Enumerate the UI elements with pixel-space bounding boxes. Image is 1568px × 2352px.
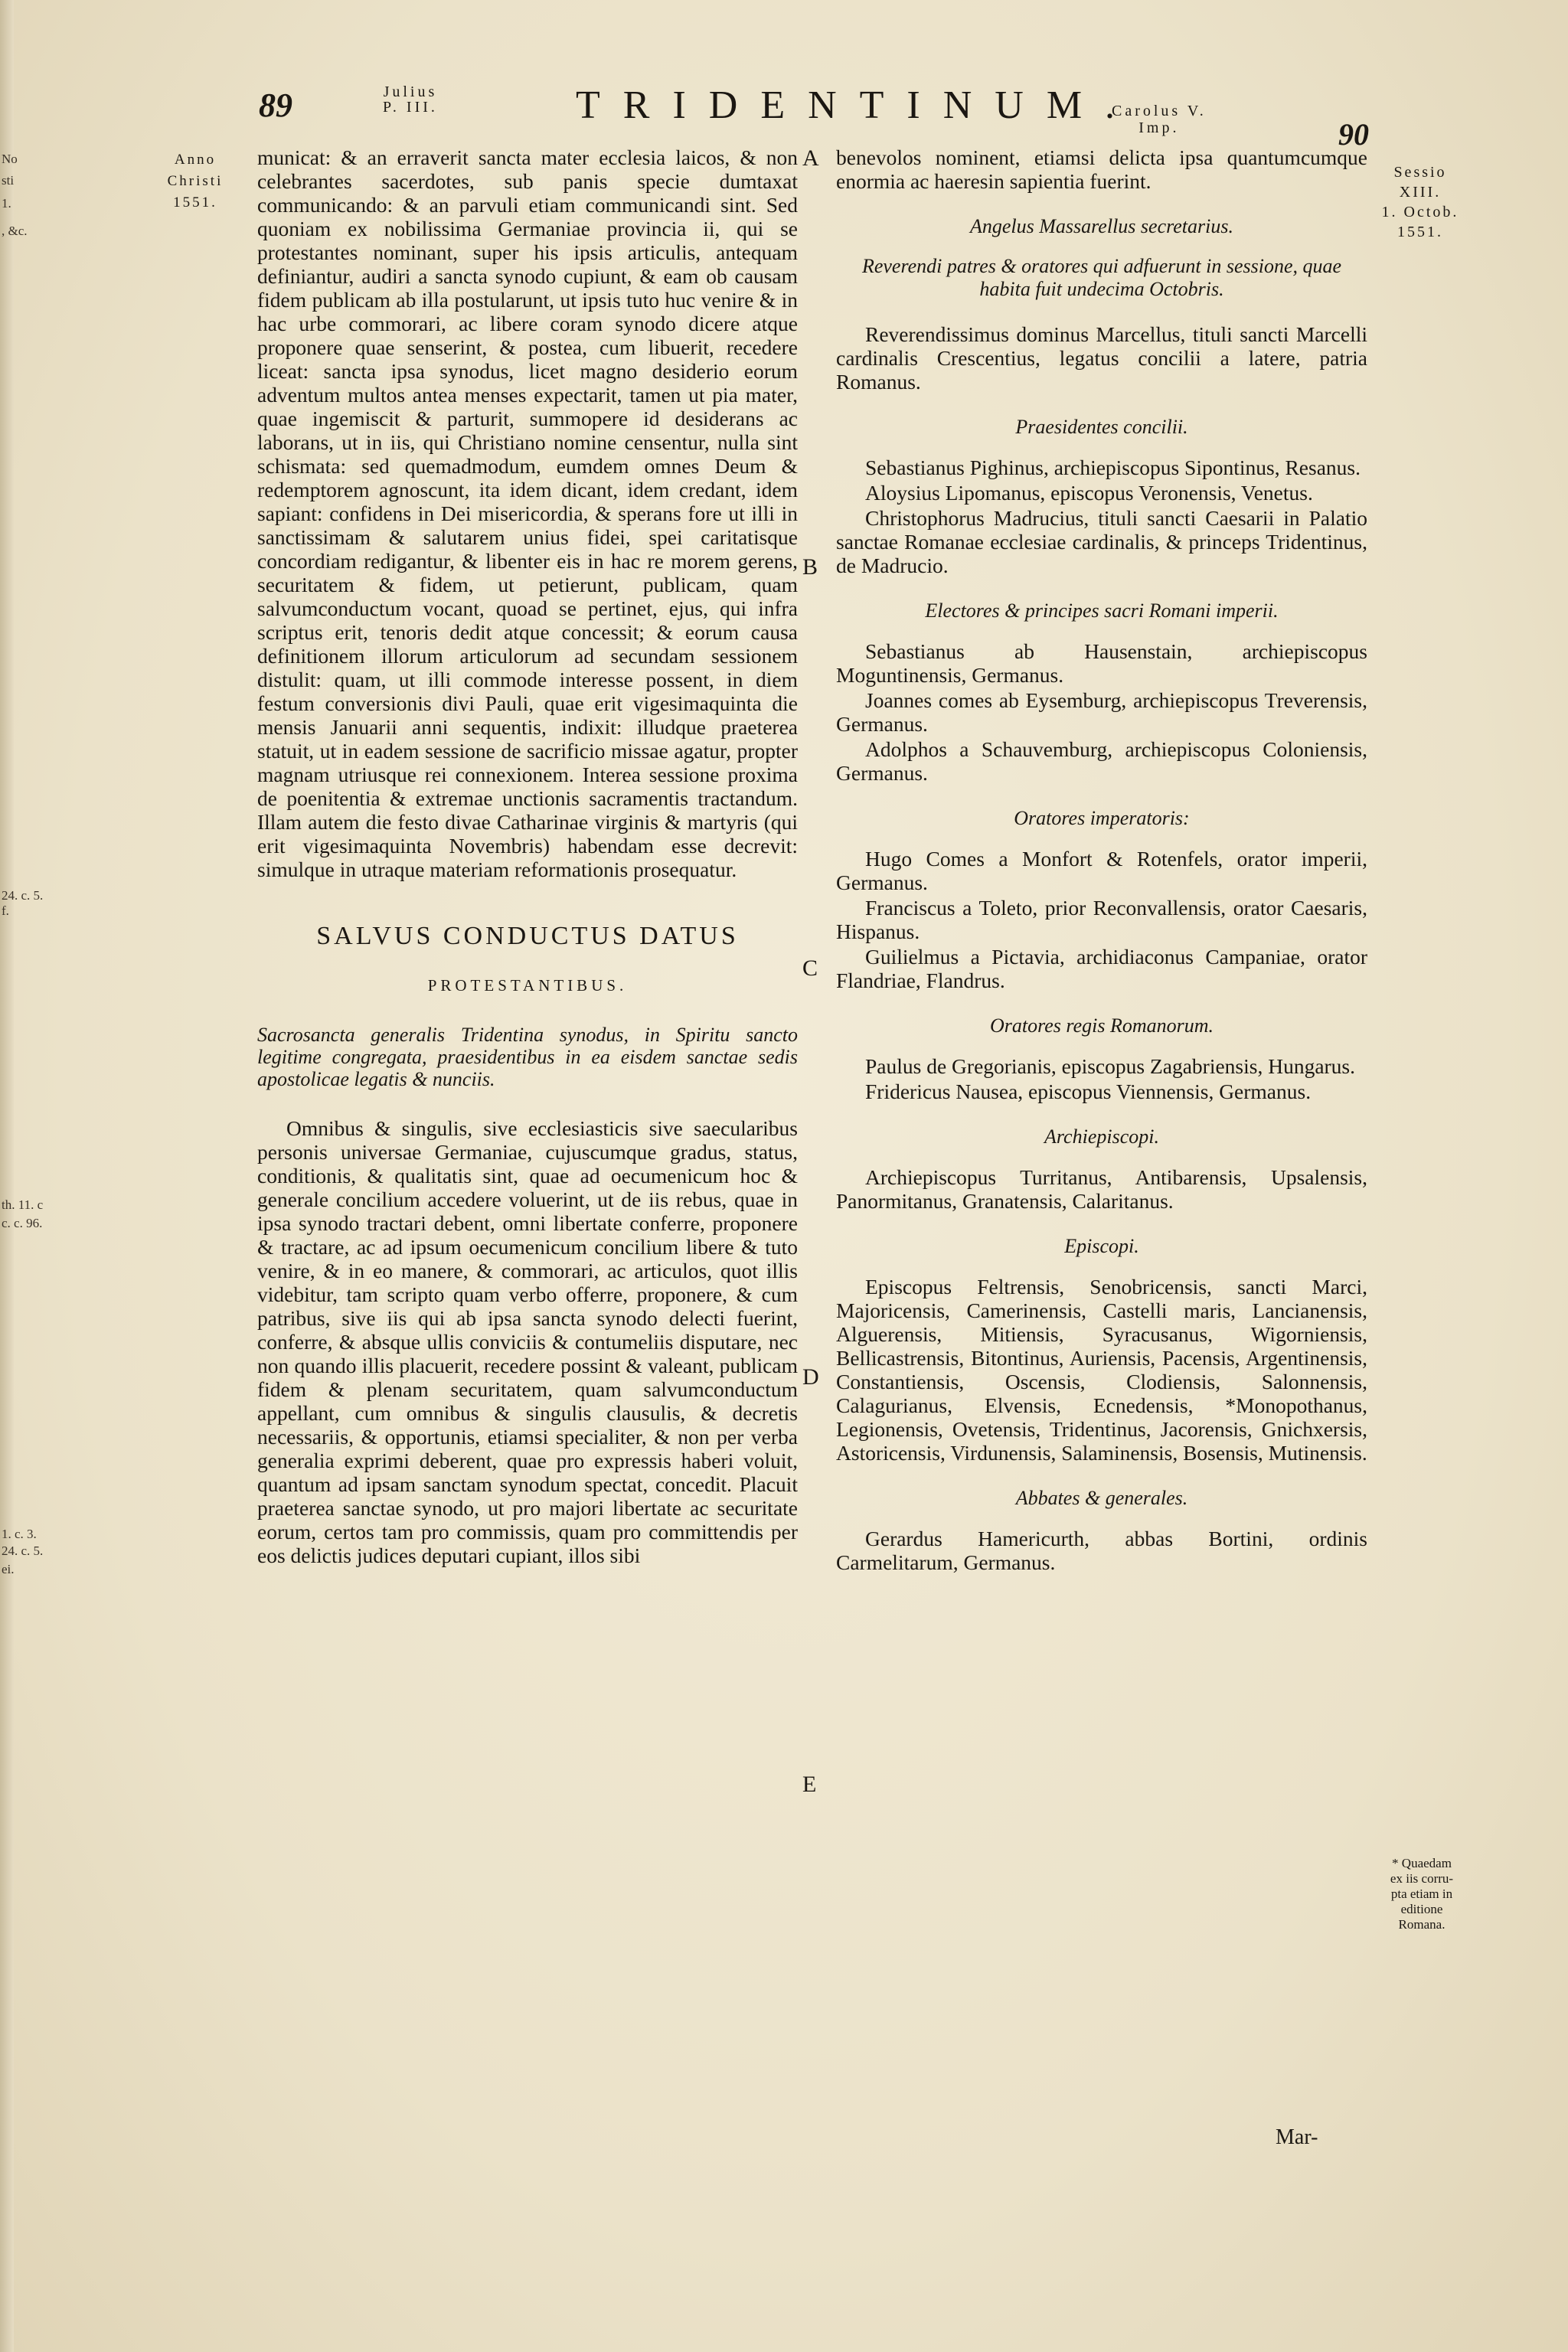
header-emperor-name: Carolus V. [1112,103,1207,119]
margin-anno-christi [153,149,237,214]
heading-abbates: Abbates & generales. [1015,1487,1188,1509]
heading-electores: Electores & principes sacri Romani imperii. [925,599,1279,622]
heading-oratores-regis: Oratores regis Romanorum. [989,1014,1214,1037]
list-electores [836,639,1367,785]
margin-footnote [1370,1856,1473,1932]
left-paragraph-2: Omnibus & singulis, sive ecclesiasticis sive saecularibus personis universae Germaniae, cujuscumque gradus, status, conditionis, & qualitatis sint, quae ad oecumenicum hoc & generale concilium accedere voluerint, ut de iis rebus, quae in ipsa synodo tractari debent, omni libertate conferre, proponere & tractare, ac ad ipsum oecumenicum concilium libere & tuto venire, & in eo manere, & commorari, ac articulos, quot illis videbitur, tam scripto quam verbo offerre, proponere, & cum patribus, sive iis qui ab ipsa sancta synodo delecti fuerint, conferre, & absque ullis conviciis & contumeliis disputare, nec non quando illis placuerit, recedere possint & valeant, publicam fidem & plenam securitatem, quam salvumconductum appellant, cum omnibus & singulis clausulis, & decretis necessariis, & opportunis, etiamsi specialiter, & non per verba generalia exprimi deberent, quae pro expressis haberi voluit, quantum ad ipsam sanctam synodum spectat, concedit. Placuit praeterea sanctae synodo, ut pro majori libertate ac securitate eorum, certos tam pro commissis, quam pro committendis per eos delictis judices deputari cupiant, illos sibi [257,1116,798,1567]
section-letter-c: C [802,956,818,981]
header-emperor-title: Imp. [1138,119,1180,136]
margin-sessio-line4: 1551. [1397,224,1443,240]
margin-sessio-line1: Sessio [1393,164,1447,181]
header-emperor [1112,103,1207,136]
footnote-line4: editione [1400,1902,1443,1916]
facing-page-edge [0,0,14,2352]
footnote-line5: Romana. [1398,1917,1446,1932]
protestantibus-subheading: PROTESTANTIBUS. [427,976,628,995]
edge-note-6: f. [2,903,9,918]
left-column [257,145,798,1575]
margin-sessio-line3: 1. Octob. [1381,204,1459,220]
catchword: Mar- [1276,2125,1318,2149]
section-letter-a: A [802,145,819,171]
right-continuation: benevolos nominent, etiamsi delicta ipsa quantumcumque enormia ac haeresin sapientia fuerint. [836,145,1367,193]
edge-note-11: ei. [2,1562,15,1576]
list-oratores-regis [836,1054,1367,1103]
synod-intro: Sacrosancta generalis Tridentina synodus, in Spiritu sancto legitime congregata, praesidentibus in ea eisdem sanctae sedis apostolicae legatis & nunciis. [257,1024,798,1090]
archiepiscopi-entry: Archiepiscopus Turritanus, Antibarensis, Upsalensis, Panormitanus, Granatensis, Calaritanus. [836,1165,1367,1213]
edge-note-2: sti [2,173,15,188]
footnote-line1: * Quaedam [1392,1856,1452,1870]
secretary-line: Angelus Massarellus secretarius. [970,215,1233,237]
list-item: Franciscus a Toleto, prior Reconvallensis, orator Caesaris, Hispanus. [836,896,1367,943]
right-column [836,145,1367,1582]
list-item: Aloysius Lipomanus, episcopus Veronensis, Venetus. [865,481,1313,505]
header-pope [383,84,438,115]
list-item: Sebastianus ab Hausenstain, archiepiscopus Moguntinensis, Germanus. [836,639,1367,687]
page-number-left: 89 [259,87,292,124]
running-header [0,83,1568,152]
list-item: Christophorus Madrucius, tituli sancti Caesarii in Palatio sanctae Romanae ecclesiae cardinalis, & princeps Tridentinus, de Madrucio. [836,506,1367,577]
header-pope-name: Julius [383,83,438,100]
margin-anno-line3: 1551. [173,194,217,211]
header-title: TRIDENTINUM. [576,83,1138,127]
legate-entry: Reverendissimus dominus Marcellus, tituli sancti Marcelli cardinalis Crescentius, legatus concilii a latere, patria Romanus. [836,322,1367,394]
abbates-entry: Gerardus Hamericurth, abbas Bortini, ordinis Carmelitarum, Germanus. [836,1527,1367,1574]
footnote-line3: pta etiam in [1390,1886,1453,1901]
edge-note-9: 1. c. 3. [2,1527,37,1541]
list-item: Fridericus Nausea, episcopus Viennensis, Germanus. [865,1080,1312,1103]
edge-note-3: 1. [2,196,11,211]
margin-anno-line2: Christi [167,173,224,189]
page-number-right: 90 [1338,117,1369,152]
edge-note-10: 24. c. 5. [2,1544,44,1558]
section-letter-b: B [802,554,818,580]
list-oratores-imperatoris [836,847,1367,992]
margin-sessio-line2: XIII. [1399,184,1442,201]
margin-sessio [1378,162,1462,242]
edge-note-4: , &c. [2,224,28,238]
list-praesidentes [836,456,1367,577]
list-item: Guilielmus a Pictavia, archidiaconus Campaniae, orator Flandriae, Flandrus. [836,945,1367,992]
list-item: Joannes comes ab Eysemburg, archiepiscopus Treverensis, Germanus. [836,688,1367,736]
section-letter-d: D [802,1364,819,1390]
salvus-conductus-heading: SALVUS CONDUCTUS DATUS [316,922,739,950]
heading-archiepiscopi: Archiepiscopi. [1044,1125,1159,1148]
heading-episcopi: Episcopi. [1064,1235,1139,1257]
section-letter-e: E [802,1772,817,1797]
margin-anno-line1: Anno [174,152,217,168]
left-paragraph-1: municat: & an erraverit sancta mater ecclesia laicos, & non celebrantes sacerdotes, sub panis specie dumtaxat communicando: & an parvuli etiam communicandi sint. Sed quoniam ex nobilissima Germaniae provincia ii, qui se protestantes nominant, super his ipsis articulis, antequam definiantur, audiri a sancta synodo cupiunt, & eam ob causam fidem publicam ab illa postularunt, ut ipsis tuto huc venire & in hac urbe commorari, ac libere coram synodo dicere atque proponere quae senserint, & postea, cum libuerit, recedere liceat: sancta ipsa synodus, licet magno desiderio eorum adventum multos antea menses expectarit, tamen ut pia mater, quae ingemiscit & parturit, summopere id desiderans ac laborans, ut in iis, qui Christiano nomine censentur, nulla sint schismata: sed quemadmodum, eumdem omnes Deum & redemptorem agnoscunt, ita idem dicant, idem credant, idem sapiant: confidens in Dei misericordia, & sperans fore ut illi in sanctissimam & salutarem unius fidei, spei caritatisque concordiam redigantur, & libenter eis in hac re morem gerens, securitatem & fidem, ut petierunt, publicam, quam salvumconductum vocant, quoad se pertinet, ejus, qui infra scriptus erit, tenoris dedit atque concessit; & eorum causa definitionem illorum articulorum ad secundam sessionem distulit: quam, ut illi commode interesse possent, in diem festum conversionis divi Pauli, quae erit vigesimaquinta die mensis Januarii anni sequentis, indixit: illudque praeterea statuit, ut in eadem sessione de sacrificio missae agatur, propter magnam utriusque rei connexionem. Interea sessione proxima de poenitentia & extremae unctionis sacramentis tractandum. Illam autem die festo divae Catharinae virginis & martyris (qui erit vigesimaquinta Novembris) habendam esse decrevit: simulque in utraque materiam reformationis prosequatur. [257,145,798,881]
attendees-intro: Reverendi patres & oratores qui adfuerunt in sessione, quae habita fuit undecima Octobris. [861,255,1342,300]
heading-oratores-imperatoris: Oratores imperatoris: [1014,807,1190,829]
edge-note-5: 24. c. 5. [2,888,44,903]
edge-note-7: th. 11. c [2,1197,44,1212]
episcopi-entry: Episcopus Feltrensis, Senobricensis, sancti Marci, Majoricensis, Camerinensis, Castelli maris, Lancianensis, Alguerensis, Mitiensis, Syracusanus, Wigorniensis, Bellicastrensis, Bitontinus, Auriensis, Pacensis, Argentinensis, Constantiensis, Oscensis, Clodiensis, Salonnensis, Calagurianus, Elvensis, Ecnedensis, *Monopothanus, Legionensis, Ovetensis, Tridentinus, Jacorensis, Gnichxersis, Astoricensis, Virdunensis, Salaminensis, Bosensis, Mutinensis. [836,1275,1367,1465]
list-item: Sebastianus Pighinus, archiepiscopus Sipontinus, Resanus. [865,456,1361,479]
list-item: Adolphos a Schauvemburg, archiepiscopus Coloniensis, Germanus. [836,737,1367,785]
edge-note-1: No [2,152,18,166]
list-item: Paulus de Gregorianis, episcopus Zagabriensis, Hungarus. [865,1054,1356,1078]
heading-praesidentes: Praesidentes concilii. [1015,416,1188,438]
list-item: Hugo Comes a Monfort & Rotenfels, orator imperii, Germanus. [836,847,1367,894]
header-pope-number: P. III. [383,99,438,116]
edge-note-8: c. c. 96. [2,1216,43,1230]
footnote-line2: ex iis corru- [1390,1871,1454,1886]
